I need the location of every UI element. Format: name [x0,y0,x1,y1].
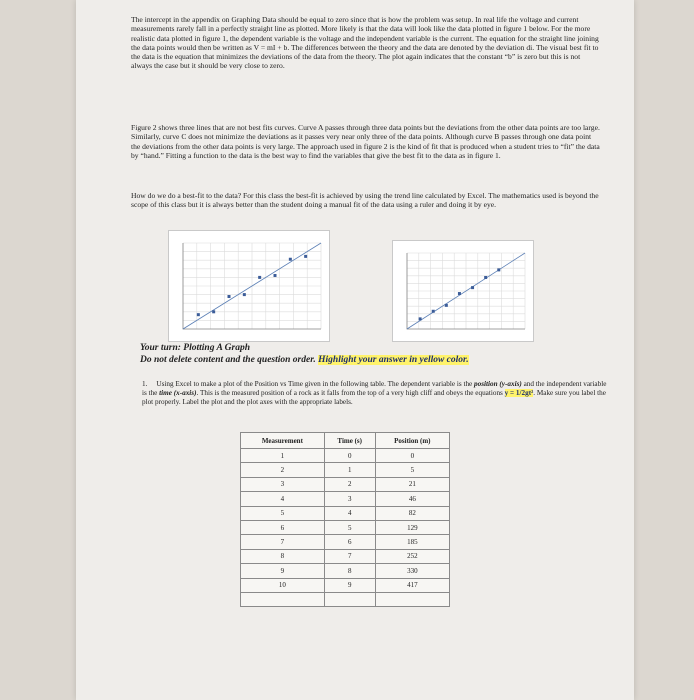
data-point [289,258,292,261]
question-number: 1. [142,380,148,388]
cell-position: 417 [375,578,449,592]
cell-position: 252 [375,549,449,563]
paragraph-best-fit: How do we do a best-fit to the data? For this class the best-fit is achieved by using the trend line calculated by Excel. The mathematics used is beyond the scope of this class but it is always better than the student doing a manual fit of the data using a ruler and doing it by eye. [131,191,599,210]
data-point [497,268,500,271]
data-point [432,310,435,313]
cell-time: 5 [324,520,375,534]
table-header-row [241,433,450,449]
cell-time: 9 [324,578,375,592]
data-point [304,255,307,258]
cell-measurement: 3 [241,477,325,491]
paragraph-figure2: Figure 2 shows three lines that are not best fits curves. Curve A passes through three data points but the deviations from the other data points are too large. Similarly, curve C does not minimize the deviations as it passes very near only three of the data points. Although curve B passes through one data point the deviations from the other data points is very large. The approach used in figure 2 is the kind of fit that is produced when a student tries to “fit” the data by “hand.” Fitting a function to the data is the best way to find the variables that give the best fit to the data as in figure 1. [131,123,600,160]
data-point [471,286,474,289]
table-row [241,564,450,578]
your-turn-title: Your turn: Plotting A Graph [140,343,250,353]
question-text-a: Using Excel to make a plot of the Position vs Time given in the following table. The dependent variable is the [156,380,475,388]
cell-time: 1 [324,463,375,477]
cell-position: 0 [375,449,449,463]
table-row [241,492,450,506]
cell-time: 4 [324,506,375,520]
cell-measurement: 5 [241,506,325,520]
question-text-d: . Make sure you label the plot properly. Label the plot and the plot axes with the appropriate labels. [142,389,606,406]
cell-time: 3 [324,492,375,506]
data-point [243,293,246,296]
data-point [212,310,215,313]
paragraph-intercept: The intercept in the appendix on Graphing Data should be equal to zero since that is how the problem was setup. In real life the voltage and current measurements rarely fall in a perfectly straight line as plotted. More likely is that the data will look like the data plotted in figure 1 below. For the more realistic data plotted in figure 1, the dependent variable is the voltage and the independent variable is the current. The equation for the straight line joining the data points would then be written as V = mI + b. The differences between the theory and the data are denoted by the deviation di. The visual best fit to the data is the equation that minimizes the deviations of the data from the theory. The plot again indicates that the constant “b” is zero but this is not always the case but it should be very close to zero. [131,15,599,71]
cell-position: 21 [375,477,449,491]
table-row [241,506,450,520]
cell-position: 185 [375,535,449,549]
data-point [274,274,277,277]
data-point [419,317,422,320]
cell-measurement: 4 [241,492,325,506]
cell-position: 5 [375,463,449,477]
position-time-table [240,432,450,607]
document-page [76,0,634,700]
cell-measurement: 8 [241,549,325,563]
cell-measurement: 6 [241,520,325,534]
cell-time: 6 [324,535,375,549]
question-text-c: . This is the measured position of a rock as it falls from the top of a very high cliff and obeys the equations [196,389,505,397]
cell-time: 2 [324,477,375,491]
table-row [241,463,450,477]
figure1-chart [168,230,330,342]
table-row [241,549,450,563]
data-point [197,313,200,316]
question-text-b: and the independent variable is the [142,380,607,397]
table-row [241,535,450,549]
cell-time: 0 [324,449,375,463]
position-term: position (y-axis) [474,380,522,388]
data-point [484,276,487,279]
data-point [445,304,448,307]
cell-measurement: 7 [241,535,325,549]
table-row [241,578,450,592]
cell-position: 82 [375,506,449,520]
equation: y = 1/2gt² [504,389,534,397]
time-term: time (x-axis) [159,389,197,397]
your-turn-instruction [140,355,469,367]
figure2-chart [392,240,534,342]
cell-measurement: 10 [241,578,325,592]
table-row [241,477,450,491]
header-measurement: Measurement [241,433,325,449]
data-point [228,295,231,298]
cell-position: 46 [375,492,449,506]
cell-position: 330 [375,564,449,578]
cell-measurement: 2 [241,463,325,477]
cell-position: 129 [375,520,449,534]
cell-measurement: 1 [241,449,325,463]
instruction-plain: Do not delete content and the question order. [140,354,319,365]
table-row [241,449,450,463]
figure1-plot [169,231,329,341]
table-empty-row [241,592,450,606]
instruction-highlight: Highlight your answer in yellow color. [318,354,469,365]
your-turn-block [140,343,469,366]
figure2-plot [393,241,533,341]
header-position: Position (m) [375,433,449,449]
header-time: Time (s) [324,433,375,449]
data-point [458,292,461,295]
cell-time: 7 [324,549,375,563]
question-1 [142,380,608,407]
data-point [258,276,261,279]
cell-measurement: 9 [241,564,325,578]
table-row [241,520,450,534]
cell-time: 8 [324,564,375,578]
